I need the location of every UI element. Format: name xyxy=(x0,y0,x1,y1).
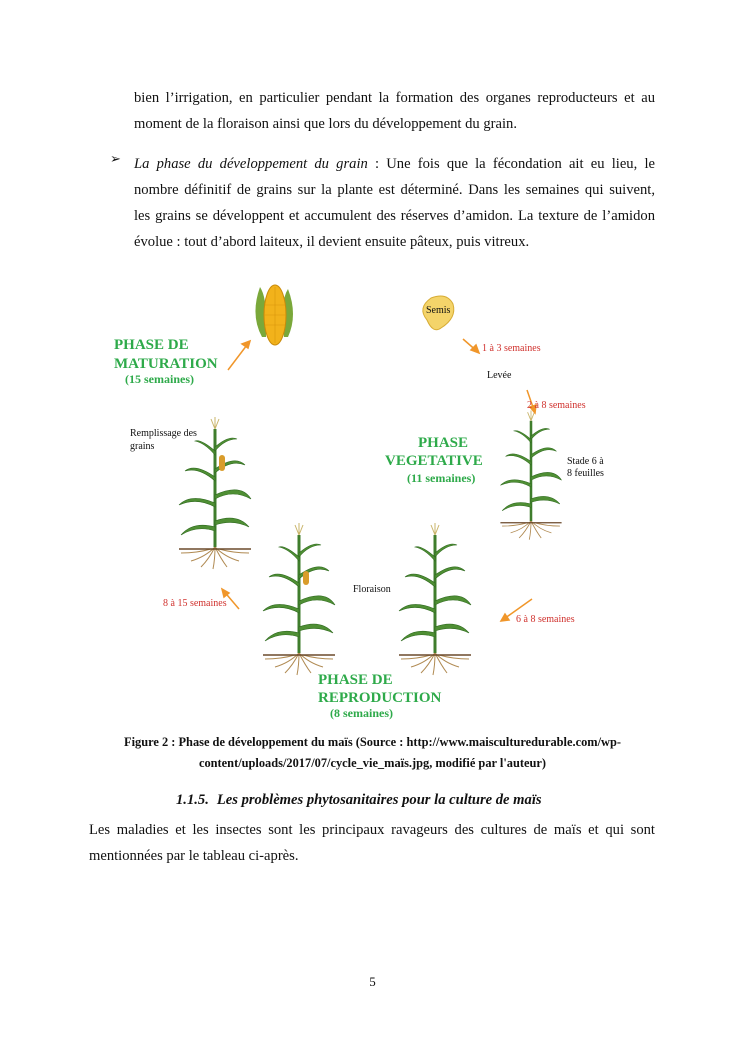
page-number: 5 xyxy=(369,974,376,989)
plant-reproduction-right xyxy=(399,523,471,675)
duration-6-8: 6 à 8 semaines xyxy=(516,614,575,625)
plant-vegetative xyxy=(500,411,561,540)
duration-1-3: 1 à 3 semaines xyxy=(482,343,541,354)
stage-remplissage-line2: grains xyxy=(130,441,155,452)
text-line: mentionnées par le tableau ci-après. xyxy=(89,848,299,864)
vegetative-title-2: VEGETATIVE xyxy=(385,453,483,469)
reproduction-title-1: PHASE DE xyxy=(318,672,393,688)
section-title: Les problèmes phytosanitaires pour la culture de maïs xyxy=(216,792,542,808)
maturation-title-2: MATURATION xyxy=(114,356,218,372)
text-line: moment de la floraison ainsi que lors du développement du grain. xyxy=(134,116,517,132)
text-line: nombre définitif de grains sur la plante est déterminé. Dans les semaines qui suivent, xyxy=(134,182,655,198)
paragraph-grain-development xyxy=(134,151,655,255)
stage-6-8-line1: Stade 6 à xyxy=(567,456,604,467)
paragraph-pests xyxy=(89,817,655,869)
plant-reproduction-left xyxy=(263,523,335,675)
maize-life-cycle-figure xyxy=(95,275,655,725)
stage-remplissage-line1: Remplissage des xyxy=(130,428,197,439)
text-line: Les maladies et les insectes sont les principaux ravageurs des cultures de maïs et qui sont xyxy=(89,822,655,838)
maturation-title-1: PHASE DE xyxy=(114,337,189,353)
stage-semis: Semis xyxy=(426,305,451,316)
text-line xyxy=(134,151,655,177)
arrow-icon xyxy=(222,339,536,621)
stage-6-8-line2: 8 feuilles xyxy=(567,468,604,479)
figure-caption-line2: content/uploads/2017/07/cycle_vie_maïs.jpg, modifié par l'auteur) xyxy=(198,756,547,770)
arrow-bullet-icon: ➢ xyxy=(110,152,121,167)
bullet-lead: La phase du développement du grain xyxy=(134,156,368,172)
text-line: les grains se développent et accumulent des réserves d’amidon. La texture de l’amidon xyxy=(134,208,655,224)
figure-caption-line1: Figure 2 : Phase de développement du maïs (Source : http://www.maisculturedurable.com/wp- xyxy=(124,735,621,749)
plant-maturation xyxy=(179,417,251,569)
bullet-lead-rest: : Une fois que la fécondation ait eu lieu, le xyxy=(367,156,655,172)
corn-cob-icon xyxy=(255,285,293,345)
duration-2-8: 2 à 8 semaines xyxy=(527,400,586,411)
stage-levee: Levée xyxy=(487,370,512,381)
maturation-weeks: (15 semaines) xyxy=(125,372,194,386)
section-heading xyxy=(176,792,542,809)
paragraph-irrigation xyxy=(134,85,655,137)
duration-8-15: 8 à 15 semaines xyxy=(163,598,227,609)
text-line: évolue : tout d’abord laiteux, il devient ensuite pâteux, puis vitreux. xyxy=(134,234,530,250)
reproduction-title-2: REPRODUCTION xyxy=(318,690,442,706)
text-line: bien l’irrigation, en particulier pendant la formation des organes reproducteurs et au xyxy=(134,90,655,106)
section-number: 1.1.5. xyxy=(176,792,209,808)
vegetative-title-1: PHASE xyxy=(418,435,469,451)
reproduction-weeks: (8 semaines) xyxy=(330,706,393,720)
vegetative-weeks: (11 semaines) xyxy=(407,471,476,485)
stage-floraison: Floraison xyxy=(353,584,391,595)
